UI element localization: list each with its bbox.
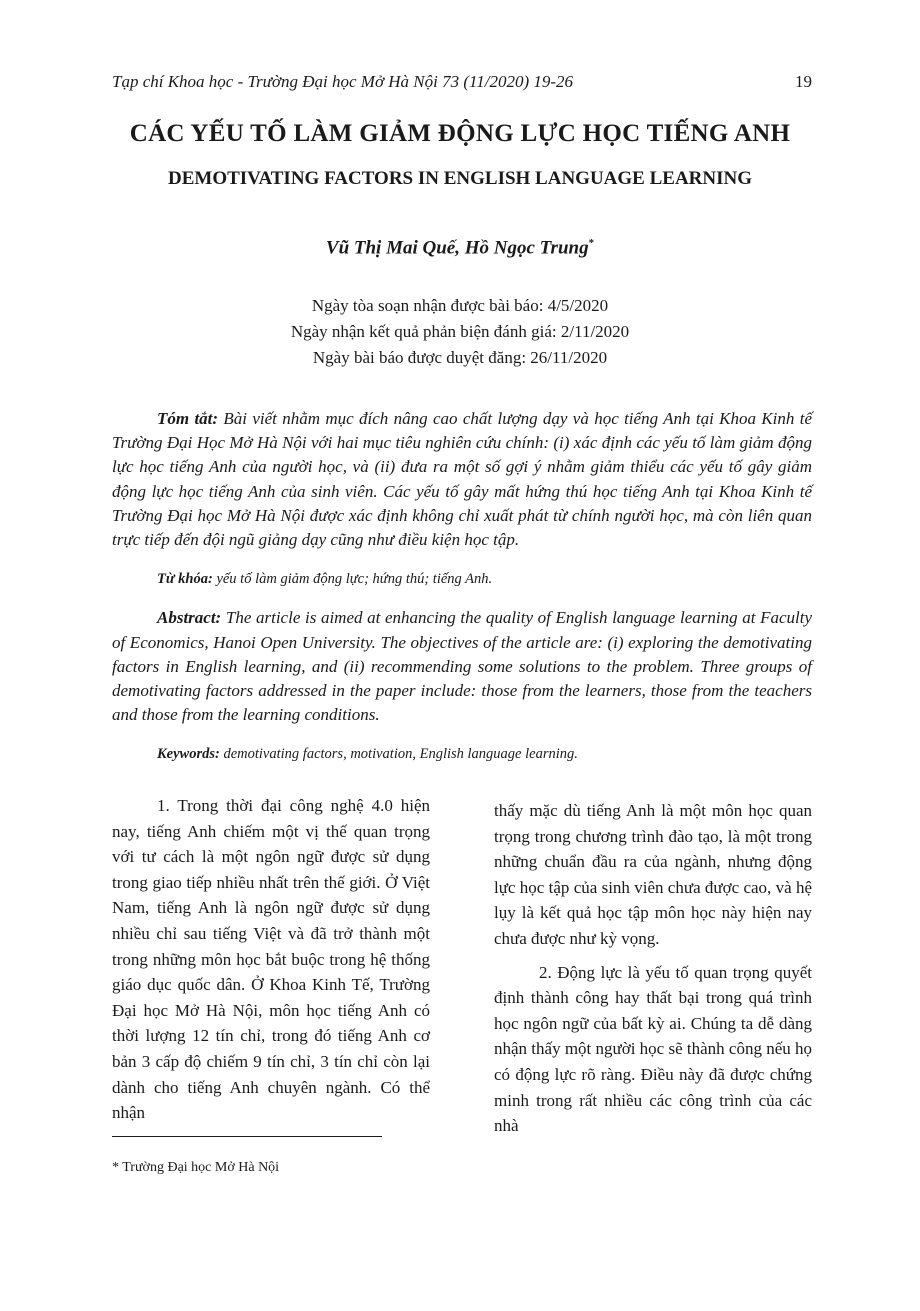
- keywords-vietnamese: [112, 567, 812, 591]
- body-column-right: [494, 798, 812, 1139]
- title-vietnamese: CÁC YẾU TỐ LÀM GIẢM ĐỘNG LỰC HỌC TIẾNG ANH: [129, 120, 791, 147]
- page-number: 19: [795, 72, 812, 91]
- summary-vietnamese: [112, 407, 812, 552]
- body-paragraph-1: 1. Trong thời đại công nghệ 4.0 hiện nay, tiếng Anh chiếm một vị thế quan trọng với tư cách là một ngôn ngữ được sử dụng trong giao tiếp nhiều nhất trên thế giới. Ở Việt Nam, tiếng Anh là ngôn ngữ được sử dụng nhiều chỉ sau tiếng Việt và đã trở thành một trong những môn học bắt buộc trong hệ thống giáo dục quốc dân. Ở Khoa Kinh Tế, Trường Đại học Mở Hà Nội, môn học tiếng Anh có thời lượng 12 tín chỉ, trong đó tiếng Anh cơ bản 3 cấp độ chiếm 9 tín chỉ, 3 tín chỉ còn lại dành cho tiếng Anh chuyên ngành. Có thể nhận: [112, 796, 430, 1123]
- date-reviewed: Ngày nhận kết quả phản biện đánh giá: 2/11/2020: [290, 322, 630, 341]
- keywords-en-text: demotivating factors, motivation, English language learning.: [219, 746, 578, 763]
- abstract-english: [112, 606, 812, 727]
- title-english: DEMOTIVATING FACTORS IN ENGLISH LANGUAGE LEARNING: [168, 168, 752, 189]
- author-names: Vũ Thị Mai Quế, Hồ Ngọc Trung: [325, 237, 589, 259]
- date-accepted: Ngày bài báo được duyệt đăng: 26/11/2020: [312, 348, 608, 367]
- journal-citation: Tạp chí Khoa học - Trường Đại học Mở Hà Nội 73 (11/2020) 19-26: [112, 72, 574, 91]
- date-received: Ngày tòa soạn nhận được bài báo: 4/5/2020: [311, 296, 609, 315]
- author-footnote-mark: *: [588, 237, 595, 249]
- authors: [0, 237, 920, 259]
- abstract-label: Abstract:: [157, 608, 222, 628]
- running-head: [112, 72, 812, 98]
- body-paragraph-2: 2. Động lực là yếu tố quan trọng quyết định thành công hay thất bại trong quá trình học ngôn ngữ của bất kỳ ai. Chúng ta dễ dàng nhận thấy một người học sẽ thành công nếu họ có động lực rõ ràng. Điều này đã được chứng minh trong rất nhiều các công trình của các nhà: [494, 962, 813, 1136]
- keywords-vi-label: Từ khóa:: [157, 571, 213, 588]
- body-paragraph-1-continued: thấy mặc dù tiếng Anh là một môn học quan trọng trong chương trình đào tạo, là một trong những chuẩn đầu ra của ngành, nhưng động lực học tập của sinh viên chưa được cao, và hệ lụy là kết quả học tập môn học này hiện nay chưa được như kỳ vọng.: [494, 801, 812, 948]
- body-column-left: [112, 793, 430, 1126]
- keywords-vi-text: yếu tố làm giảm động lực; hứng thú; tiếng Anh.: [212, 571, 493, 588]
- footnote-divider: [112, 1136, 382, 1137]
- abstract-block: [112, 407, 812, 767]
- summary-label: Tóm tắt:: [157, 409, 219, 428]
- keywords-en-label: Keywords:: [157, 746, 220, 763]
- summary-text: Bài viết nhằm mục đích nâng cao chất lượng dạy và học tiếng Anh tại Khoa Kinh tế Trường Đại Học Mở Hà Nội với hai mục tiêu nghiên cứu chính: (i) xác định các yếu tố làm giảm động lực học tiếng Anh của người học, và (ii) đưa ra một số gợi ý nhằm giảm thiểu các yếu tố gây giảm động lực học tiếng Anh của sinh viên. Các yếu tố gây mất hứng thú học tiếng Anh tại Khoa Kinh tế Trường Đại học Mở Hà Nội được xác định không chỉ xuất phát từ chính người học, mà còn liên quan trực tiếp đến đội ngũ giảng dạy cũng như điều kiện học tập.: [112, 409, 812, 550]
- footnote: * Trường Đại học Mở Hà Nội: [112, 1160, 280, 1175]
- submission-dates: [0, 293, 920, 371]
- keywords-english: [112, 742, 812, 766]
- abstract-text: The article is aimed at enhancing the quality of English language learning at Faculty of Economics, Hanoi Open University. The objectives of the article are: (i) exploring the demotivating factors in English learning, and (ii) recommending some solutions to the problem. Three groups of demotivating factors addressed in the paper include: those from the learners, those from the teachers and those from the learning conditions.: [112, 608, 812, 725]
